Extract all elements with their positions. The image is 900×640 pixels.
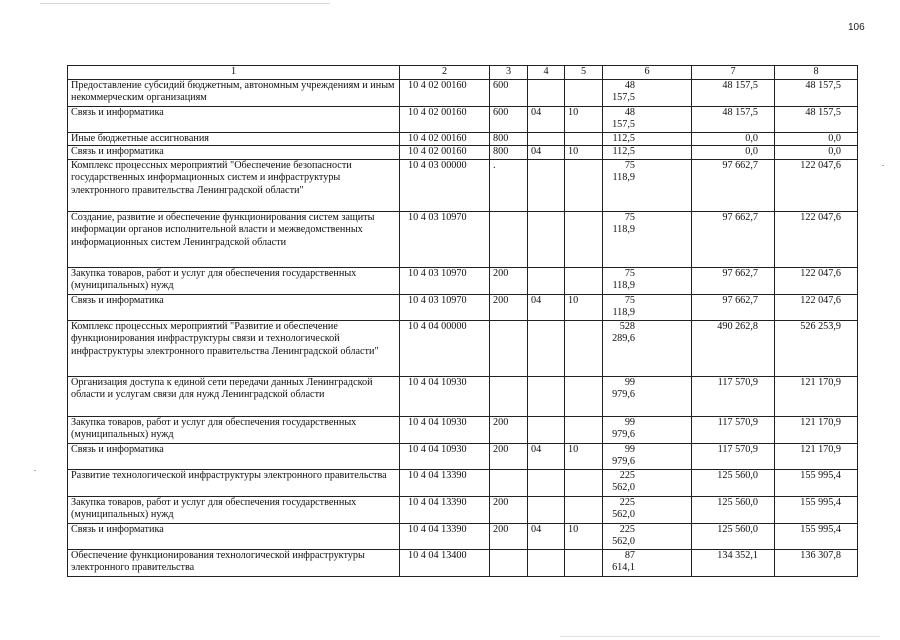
row-vr-cell: 800 <box>490 146 528 160</box>
row-vr-cell: 200 <box>490 523 528 549</box>
row-vr-cell <box>490 376 528 416</box>
table-row <box>68 267 858 294</box>
row-code-cell: 10 4 02 00160 <box>400 79 490 106</box>
row-name-cell: Связь и информатика <box>68 106 400 132</box>
table-row <box>68 106 858 132</box>
row-vr-cell: 200 <box>490 443 528 469</box>
row-vr-cell <box>490 320 528 376</box>
row-name-cell: Закупка товаров, работ и услуг для обеспечения государственных (муниципальных) нужд <box>68 267 400 294</box>
row-code-cell: 10 4 04 13390 <box>400 469 490 496</box>
row-name-cell: Обеспечение функционирования технологической инфраструктуры электронного правительства <box>68 549 400 576</box>
row-name-cell: Закупка товаров, работ и услуг для обеспечения государственных (муниципальных) нужд <box>68 496 400 523</box>
row-name-cell: Связь и информатика <box>68 294 400 320</box>
row-value-2025-cell: 121 170,9 <box>775 443 858 469</box>
row-code-cell: 10 4 03 00000 <box>400 159 490 211</box>
row-value-2025-cell: 122 047,6 <box>775 159 858 211</box>
row-vr-cell: 200 <box>490 496 528 523</box>
row-value-2024-cell: 125 560,0 <box>692 469 775 496</box>
row-code-cell: 10 4 04 10930 <box>400 376 490 416</box>
table-row <box>68 146 858 160</box>
row-value-2023-cell: 225 562,0 <box>603 469 692 496</box>
scan-speck <box>882 165 884 166</box>
row-pr-cell <box>565 79 603 106</box>
scan-artifact-bottom <box>560 636 880 637</box>
row-vr-cell: . <box>490 159 528 211</box>
header-col-3: 3 <box>490 66 528 80</box>
row-code-cell: 10 4 03 10970 <box>400 211 490 267</box>
row-rz-cell: 04 <box>528 146 565 160</box>
row-name-cell: Развитие технологической инфраструктуры электронного правительства <box>68 469 400 496</box>
row-value-2023-cell: 99 979,6 <box>603 416 692 443</box>
row-code-cell: 10 4 03 10970 <box>400 294 490 320</box>
table-row <box>68 320 858 376</box>
row-name-cell: Предоставление субсидий бюджетным, автономным учреждениям и иным некоммерческим организациям <box>68 79 400 106</box>
row-value-2024-cell: 125 560,0 <box>692 496 775 523</box>
header-col-1: 1 <box>68 66 400 80</box>
row-value-2023-cell: 48 157,5 <box>603 106 692 132</box>
row-pr-cell <box>565 159 603 211</box>
row-value-2024-cell: 97 662,7 <box>692 211 775 267</box>
row-pr-cell <box>565 376 603 416</box>
budget-table <box>67 65 858 577</box>
scan-speck <box>34 470 36 471</box>
row-name-cell: Закупка товаров, работ и услуг для обеспечения государственных (муниципальных) нужд <box>68 416 400 443</box>
row-value-2024-cell: 117 570,9 <box>692 416 775 443</box>
row-code-cell: 10 4 02 00160 <box>400 132 490 146</box>
row-code-cell: 10 4 04 10930 <box>400 416 490 443</box>
row-code-cell: 10 4 02 00160 <box>400 106 490 132</box>
row-rz-cell <box>528 267 565 294</box>
header-col-5: 5 <box>565 66 603 80</box>
row-value-2023-cell: 48 157,5 <box>603 79 692 106</box>
row-value-2025-cell: 136 307,8 <box>775 549 858 576</box>
header-col-6: 6 <box>603 66 692 80</box>
row-value-2024-cell: 0,0 <box>692 132 775 146</box>
row-code-cell: 10 4 04 13390 <box>400 523 490 549</box>
row-value-2025-cell: 0,0 <box>775 146 858 160</box>
row-rz-cell: 04 <box>528 106 565 132</box>
row-code-cell: 10 4 02 00160 <box>400 146 490 160</box>
row-pr-cell <box>565 267 603 294</box>
row-vr-cell: 600 <box>490 106 528 132</box>
row-value-2024-cell: 125 560,0 <box>692 523 775 549</box>
row-pr-cell: 10 <box>565 146 603 160</box>
row-value-2025-cell: 48 157,5 <box>775 79 858 106</box>
row-name-cell: Создание, развитие и обеспечение функционирования систем защиты информации органов исполнительной власти и межведомственных информационных систем Ленинградской области <box>68 211 400 267</box>
row-value-2024-cell: 97 662,7 <box>692 267 775 294</box>
row-rz-cell <box>528 549 565 576</box>
row-value-2025-cell: 48 157,5 <box>775 106 858 132</box>
table-row <box>68 469 858 496</box>
table-body <box>68 66 858 577</box>
row-value-2023-cell: 87 614,1 <box>603 549 692 576</box>
row-pr-cell <box>565 132 603 146</box>
header-col-2: 2 <box>400 66 490 80</box>
scan-artifact-top <box>40 3 330 4</box>
row-rz-cell <box>528 79 565 106</box>
row-name-cell: Связь и информатика <box>68 523 400 549</box>
row-pr-cell <box>565 211 603 267</box>
row-value-2024-cell: 117 570,9 <box>692 443 775 469</box>
row-value-2025-cell: 155 995,4 <box>775 496 858 523</box>
row-pr-cell: 10 <box>565 443 603 469</box>
row-value-2023-cell: 99 979,6 <box>603 376 692 416</box>
row-rz-cell <box>528 159 565 211</box>
row-value-2024-cell: 490 262,8 <box>692 320 775 376</box>
row-value-2024-cell: 117 570,9 <box>692 376 775 416</box>
row-name-cell: Связь и информатика <box>68 443 400 469</box>
row-value-2025-cell: 155 995,4 <box>775 523 858 549</box>
row-pr-cell: 10 <box>565 106 603 132</box>
table-row <box>68 376 858 416</box>
row-value-2024-cell: 134 352,1 <box>692 549 775 576</box>
row-value-2025-cell: 122 047,6 <box>775 267 858 294</box>
row-name-cell: Комплекс процессных мероприятий "Развитие и обеспечение функционирования инфраструктуры связи и технологической инфраструктуры электронного правительства Ленинградской области" <box>68 320 400 376</box>
header-col-7: 7 <box>692 66 775 80</box>
row-value-2023-cell: 112,5 <box>603 132 692 146</box>
row-value-2023-cell: 225 562,0 <box>603 523 692 549</box>
row-pr-cell <box>565 549 603 576</box>
row-rz-cell <box>528 320 565 376</box>
table-row <box>68 132 858 146</box>
row-value-2023-cell: 99 979,6 <box>603 443 692 469</box>
row-value-2023-cell: 528 289,6 <box>603 320 692 376</box>
row-rz-cell: 04 <box>528 294 565 320</box>
row-code-cell: 10 4 03 10970 <box>400 267 490 294</box>
table-row <box>68 211 858 267</box>
row-code-cell: 10 4 04 13390 <box>400 496 490 523</box>
row-vr-cell <box>490 469 528 496</box>
row-vr-cell: 200 <box>490 267 528 294</box>
row-rz-cell <box>528 211 565 267</box>
table-row <box>68 79 858 106</box>
row-value-2023-cell: 75 118,9 <box>603 267 692 294</box>
row-value-2025-cell: 121 170,9 <box>775 376 858 416</box>
row-value-2025-cell: 155 995,4 <box>775 469 858 496</box>
row-value-2025-cell: 526 253,9 <box>775 320 858 376</box>
row-rz-cell: 04 <box>528 523 565 549</box>
row-pr-cell <box>565 320 603 376</box>
row-value-2024-cell: 0,0 <box>692 146 775 160</box>
row-value-2025-cell: 121 170,9 <box>775 416 858 443</box>
header-col-4: 4 <box>528 66 565 80</box>
row-value-2024-cell: 48 157,5 <box>692 106 775 132</box>
row-name-cell: Комплекс процессных мероприятий "Обеспечение безопасности государственных информационных систем и инфраструктуры электронного правительства Ленинградской области" <box>68 159 400 211</box>
row-code-cell: 10 4 04 10930 <box>400 443 490 469</box>
row-rz-cell <box>528 132 565 146</box>
row-pr-cell: 10 <box>565 523 603 549</box>
table-header-row <box>68 66 858 80</box>
row-rz-cell <box>528 496 565 523</box>
row-value-2025-cell: 122 047,6 <box>775 211 858 267</box>
row-value-2023-cell: 75 118,9 <box>603 294 692 320</box>
row-value-2023-cell: 112,5 <box>603 146 692 160</box>
row-pr-cell <box>565 416 603 443</box>
row-value-2023-cell: 75 118,9 <box>603 211 692 267</box>
row-rz-cell <box>528 376 565 416</box>
table-row <box>68 549 858 576</box>
row-value-2023-cell: 225 562,0 <box>603 496 692 523</box>
row-value-2023-cell: 75 118,9 <box>603 159 692 211</box>
row-vr-cell <box>490 211 528 267</box>
table-row <box>68 159 858 211</box>
row-code-cell: 10 4 04 13400 <box>400 549 490 576</box>
table-row <box>68 523 858 549</box>
row-value-2025-cell: 122 047,6 <box>775 294 858 320</box>
row-pr-cell <box>565 496 603 523</box>
row-vr-cell: 200 <box>490 416 528 443</box>
row-vr-cell: 800 <box>490 132 528 146</box>
row-rz-cell <box>528 469 565 496</box>
row-rz-cell <box>528 416 565 443</box>
row-pr-cell: 10 <box>565 294 603 320</box>
row-vr-cell: 600 <box>490 79 528 106</box>
row-name-cell: Организация доступа к единой сети передачи данных Ленинградской области и услугам связи для нужд Ленинградской области <box>68 376 400 416</box>
row-vr-cell: 200 <box>490 294 528 320</box>
page-number: 106 <box>848 22 865 33</box>
table-row <box>68 416 858 443</box>
header-col-8: 8 <box>775 66 858 80</box>
row-vr-cell <box>490 549 528 576</box>
row-value-2025-cell: 0,0 <box>775 132 858 146</box>
table-row <box>68 496 858 523</box>
row-pr-cell <box>565 469 603 496</box>
row-code-cell: 10 4 04 00000 <box>400 320 490 376</box>
row-name-cell: Связь и информатика <box>68 146 400 160</box>
table-row <box>68 443 858 469</box>
row-name-cell: Иные бюджетные ассигнования <box>68 132 400 146</box>
row-value-2024-cell: 97 662,7 <box>692 294 775 320</box>
row-value-2024-cell: 97 662,7 <box>692 159 775 211</box>
row-rz-cell: 04 <box>528 443 565 469</box>
row-value-2024-cell: 48 157,5 <box>692 79 775 106</box>
table-row <box>68 294 858 320</box>
